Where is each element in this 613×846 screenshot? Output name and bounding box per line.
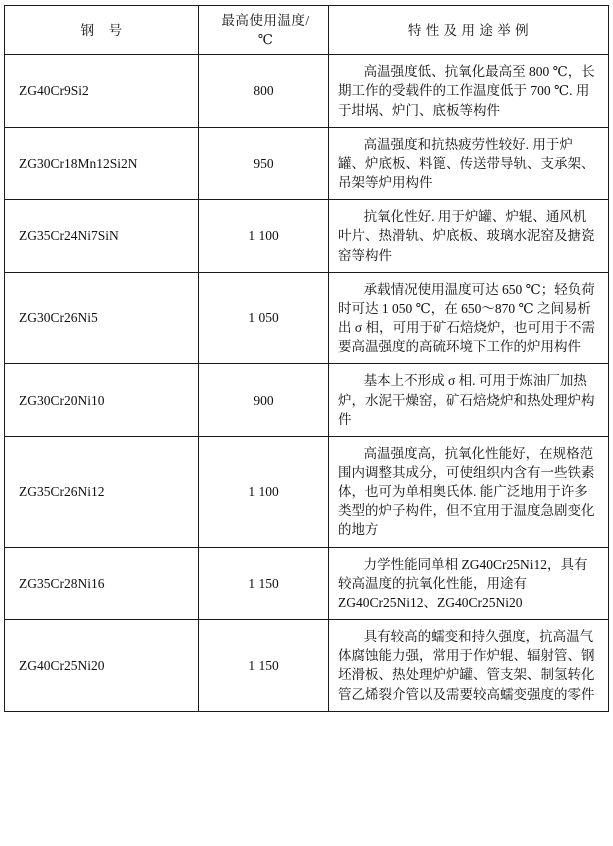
column-header-temperature-line2: ℃ [257, 32, 274, 48]
cell-features-text: 抗氧化性好. 用于炉罐、炉辊、通风机叶片、热滑轨、炉底板、玻璃水泥窑及搪瓷窑等构件 [338, 209, 595, 263]
cell-features-text: 力学性能同单相 ZG40Cr25Ni12，具有较高温度的抗氧化性能，用途有 ZG40Cr25Ni12、ZG40Cr25Ni20 [338, 556, 588, 610]
table-row [5, 272, 609, 364]
cell-grade: ZG40Cr25Ni20 [5, 620, 199, 712]
table-row [5, 127, 609, 199]
cell-grade: ZG35Cr28Ni16 [5, 547, 199, 619]
table-row [5, 55, 609, 127]
table-header-row [5, 6, 609, 55]
table-row [5, 200, 609, 272]
cell-temperature: 1 150 [199, 547, 329, 619]
cell-features-text: 高温强度低、抗氧化最高至 800 ℃，长期工作的受载件的工作温度低于 700 ℃. 用于坩埚、炉门、底板等构件 [338, 64, 595, 118]
cell-grade: ZG35Cr26Ni12 [5, 436, 199, 547]
cell-temperature: 1 100 [199, 436, 329, 547]
cell-features-text: 高温强度高，抗氧化性能好，在规格范围内调整其成分，可使组织内含有一些铁素体，也可为单相奥氏体. 能广泛地用于许多类型的炉子构件，但不宜用于温度急剧变化的地方 [338, 445, 595, 538]
cell-grade: ZG40Cr9Si2 [5, 55, 199, 127]
table-row [5, 620, 609, 712]
column-header-features: 特 性 及 用 途 举 例 [329, 6, 609, 55]
cell-temperature: 800 [199, 55, 329, 127]
cell-features [329, 364, 609, 436]
cell-features-text: 高温强度和抗热疲劳性较好. 用于炉罐、炉底板、料篦、传送带导轨、支承架、吊架等炉用构件 [338, 136, 595, 191]
cell-temperature: 1 050 [199, 272, 329, 364]
cell-temperature: 1 150 [199, 620, 329, 712]
table-body [5, 55, 609, 711]
cell-features [329, 620, 609, 712]
cell-temperature: 900 [199, 364, 329, 436]
table-row [5, 436, 609, 547]
column-header-grade: 钢 号 [5, 6, 199, 55]
table-row [5, 547, 609, 619]
cell-features-text: 承载情况使用温度可达 650 ℃；轻负荷时可达 1 050 ℃，在 650～870 ℃ 之间易析出 σ 相，可用于矿石焙烧炉，也可用于不需要高温强度的高硫环境下工作的炉用构件 [338, 281, 596, 355]
column-header-temperature [199, 6, 329, 55]
heat-resistant-steel-table [4, 5, 609, 712]
cell-grade: ZG35Cr24Ni7SiN [5, 200, 199, 272]
cell-temperature: 1 100 [199, 200, 329, 272]
cell-grade: ZG30Cr26Ni5 [5, 272, 199, 364]
cell-temperature: 950 [199, 127, 329, 199]
cell-features [329, 200, 609, 272]
cell-features [329, 127, 609, 199]
table-header [5, 6, 609, 55]
cell-features [329, 272, 609, 364]
cell-grade: ZG30Cr20Ni10 [5, 364, 199, 436]
cell-features [329, 55, 609, 127]
cell-features [329, 436, 609, 547]
cell-features [329, 547, 609, 619]
table-row [5, 364, 609, 436]
cell-features-text: 具有较高的蠕变和持久强度，抗高温气体腐蚀能力强，常用于作炉辊、辐射管、钢坯滑板、热处理炉炉罐、管支架、制氢转化管乙烯裂介管以及需要较高蠕变强度的零件 [338, 629, 595, 702]
cell-grade: ZG30Cr18Mn12Si2N [5, 127, 199, 199]
column-header-temperature-line1: 最高使用温度/ [221, 13, 310, 28]
cell-features-text: 基本上不形成 σ 相. 可用于炼油厂加热炉，水泥干燥窑，矿石焙烧炉和热处理炉构件 [338, 373, 595, 427]
